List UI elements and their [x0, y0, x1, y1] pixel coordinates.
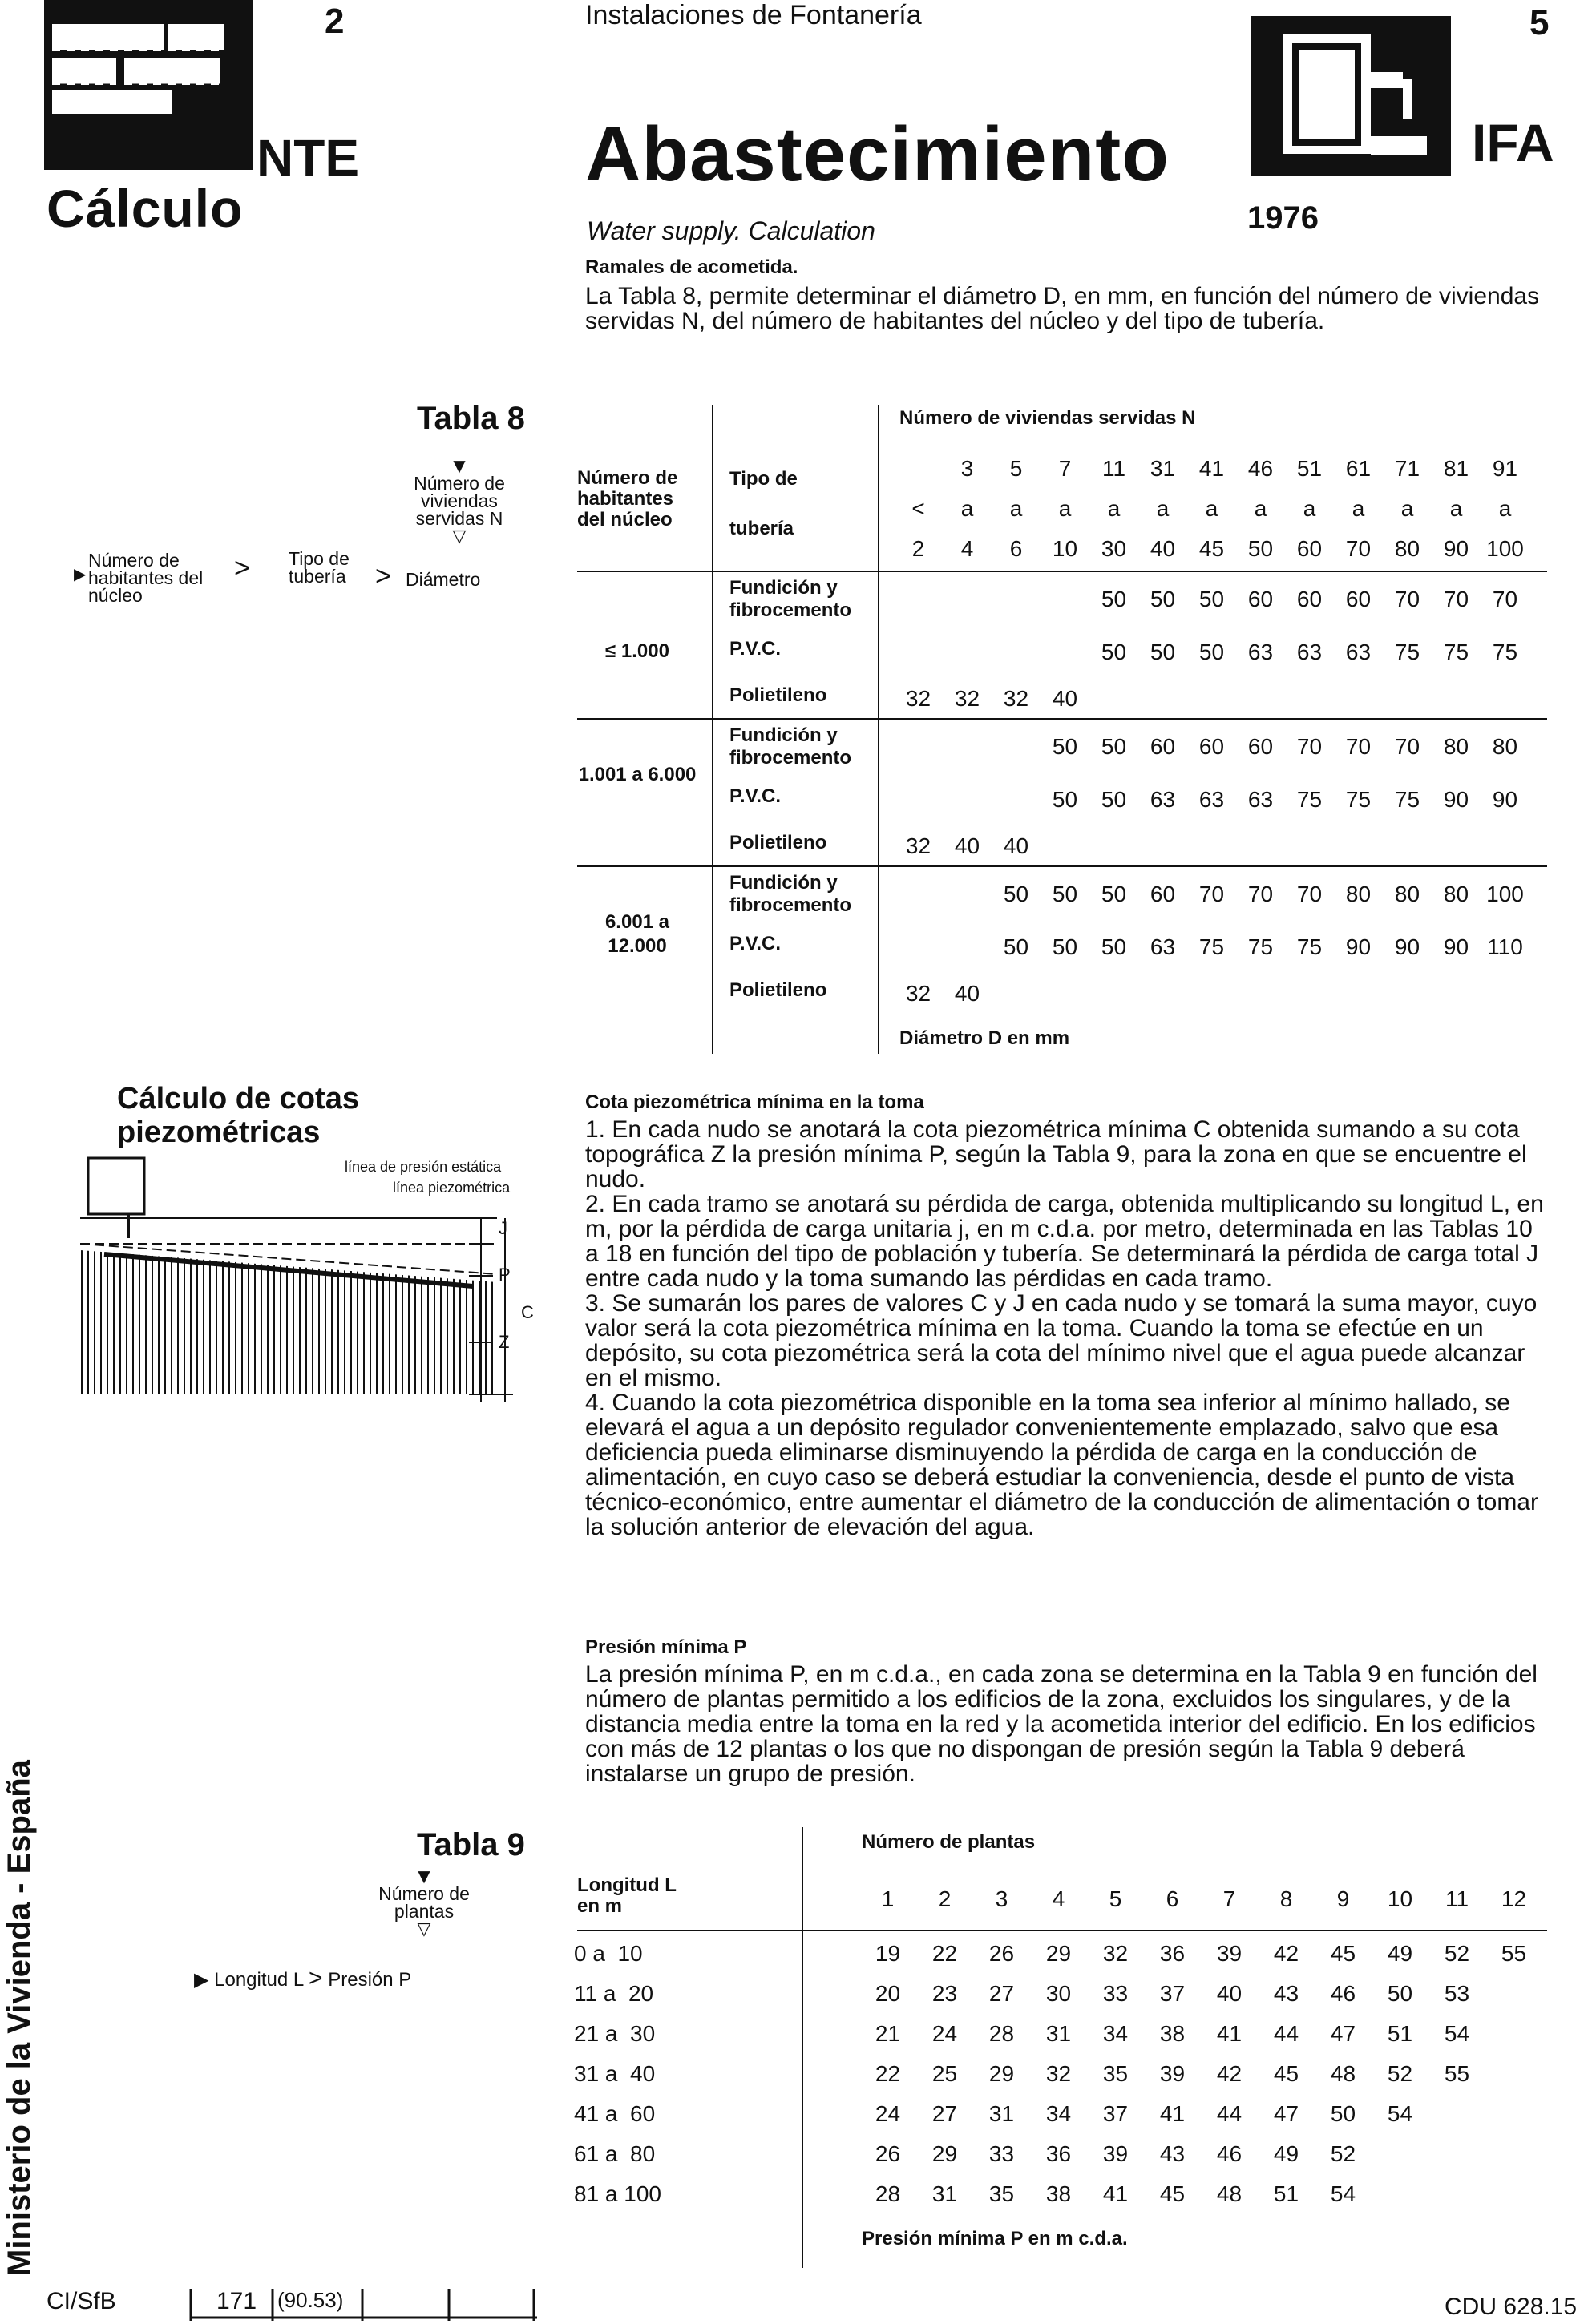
- tabla9-cell: 27: [931, 2101, 958, 2126]
- tabla9-cell: 21: [875, 2021, 901, 2046]
- tabla8-cell: 63: [1296, 640, 1323, 664]
- tabla8-cell: 40: [1003, 833, 1029, 858]
- tabla8-cell: 32: [905, 833, 931, 858]
- tabla8-cell: 50: [1101, 587, 1127, 611]
- tabla8-cell: 70: [1198, 882, 1225, 906]
- tabla9-cell: 30: [1045, 1981, 1072, 2006]
- tabla8-tipo: P.V.C.: [729, 933, 782, 954]
- tabla8-tipo: Fundición y fibrocemento: [729, 577, 852, 621]
- tabla9-cell: 38: [1045, 2181, 1072, 2206]
- tabla8-cell: 50: [1052, 787, 1078, 812]
- tabla9-flow-top-text: Número de plantas: [378, 1883, 470, 1922]
- tabla9-cell: 32: [1045, 2061, 1072, 2086]
- cota-toma-p4: 4. Cuando la cota piezométrica disponible en la toma sea inferior al mínimo hallado, se elevará el agua a un depósito regulador convenientemente emplazado, salvo que esa deficiencia pueda eliminarse disminuyendo la pérdida de carga en la conducción de alimentación, en cuyo caso se deberá estudiar la conveniencia, desde el punto de vista técnico-económico, entre aumentar el diámetro de la conducción de alimentación o tomar la solución anterior de elevación del agua.: [585, 1390, 1538, 1540]
- tabla9-cell: 33: [988, 2141, 1015, 2166]
- tabla9-cell: 22: [931, 1941, 958, 1966]
- tabla9-cell: 44: [1273, 2021, 1299, 2046]
- tabla9-cell: 31: [1045, 2021, 1072, 2046]
- ministry-label: Ministerio de la Vivienda - España: [2, 1760, 37, 2276]
- tabla8-cell: 60: [1198, 734, 1225, 759]
- label-estatica: línea de presión estática: [345, 1159, 502, 1175]
- tabla9-longitud: 61 a 80: [574, 2141, 656, 2166]
- tabla8-cell: 75: [1443, 640, 1469, 664]
- tabla8-header-cell: 11: [1101, 456, 1126, 481]
- tabla8-cell: 60: [1150, 734, 1176, 759]
- tabla8-cell: 63: [1247, 640, 1274, 664]
- tabla9-cell: 26: [875, 2141, 901, 2166]
- tabla8-tipo: Fundición y fibrocemento: [729, 872, 852, 916]
- tabla8-header-cell: 80: [1394, 536, 1420, 561]
- tabla9-cell: 39: [1216, 1941, 1243, 1966]
- cota-toma-heading: Cota piezométrica mínima en la toma: [585, 1091, 924, 1113]
- tabla8-cell: 70: [1247, 882, 1274, 906]
- tabla8-header-cell: 60: [1296, 536, 1323, 561]
- tabla8-cell: 40: [1052, 686, 1078, 711]
- tabla8-header-cell: a: [1058, 496, 1072, 521]
- tabla8-cell: 90: [1443, 787, 1469, 812]
- tabla8-tipo: Polietileno: [729, 832, 827, 853]
- tabla9-header-cell: 7: [1222, 1886, 1236, 1911]
- series-label: NTE: [257, 129, 359, 187]
- tabla8-label: Tabla 8: [417, 401, 525, 436]
- tabla9-cell: 45: [1159, 2181, 1186, 2206]
- tabla8-header-cell: 7: [1058, 456, 1072, 481]
- tabla9-cell: 31: [931, 2181, 958, 2206]
- page-number-right: 5: [1529, 3, 1550, 42]
- tabla8-header-cell: 71: [1394, 456, 1420, 481]
- tabla8-header-cell: 81: [1443, 456, 1469, 481]
- tabla9-header-cell: 8: [1279, 1886, 1293, 1911]
- tabla8-header-cell: 31: [1150, 456, 1176, 481]
- tabla8-tipo: Polietileno: [729, 684, 827, 706]
- tabla9-cell: 49: [1273, 2141, 1299, 2166]
- tabla8-cell: 80: [1492, 734, 1518, 759]
- tabla9-cell: 54: [1330, 2181, 1356, 2206]
- tabla9-cell: 42: [1273, 1941, 1299, 1966]
- tabla8-header-cell: a: [1254, 496, 1267, 521]
- tabla9-cell: 34: [1102, 2021, 1129, 2046]
- publication-year: 1976: [1247, 200, 1319, 236]
- tabla9-cell: 44: [1216, 2101, 1243, 2126]
- tabla8-header-cell: 4: [960, 536, 974, 561]
- tabla8-cell: 75: [1345, 787, 1372, 812]
- arrow-right-icon: ▶: [74, 566, 87, 583]
- tabla8-cell: 32: [1003, 686, 1029, 711]
- tabla8-flow-top: [399, 454, 519, 546]
- tabla9-cell: 37: [1102, 2101, 1129, 2126]
- tabla9-longitud: 41 a 60: [574, 2101, 656, 2126]
- tabla8-col-group: Número de viviendas servidas N: [899, 407, 1196, 429]
- tabla9-cell: 46: [1216, 2141, 1243, 2166]
- presion-text: La presión mínima P, en m c.d.a., en cada zona se determina en la Tabla 9 en función del número de plantas permitido a los edificios de la zona, excluidos los singulares, y de la distancia media entre la toma en la red y la acometida interior del edificio. En los edificios con más de 12 plantas o los que no dispongan de presión según la Tabla 9 deberá instalarse un grupo de presión.: [585, 1661, 1538, 1787]
- tabla8-header-cell: 30: [1101, 536, 1127, 561]
- tabla8-cell: 50: [1150, 640, 1176, 664]
- tabla9-cell: 28: [875, 2181, 901, 2206]
- tabla9-cell: 45: [1330, 1941, 1356, 1966]
- tabla8-header-cell: 46: [1247, 456, 1274, 481]
- tabla9-cell: 53: [1444, 1981, 1470, 2006]
- tabla8-cell: 75: [1394, 640, 1420, 664]
- tabla8-cell: 90: [1394, 934, 1420, 959]
- tabla8-header-numbers: [894, 449, 1529, 569]
- tabla8-cell: 50: [1150, 587, 1176, 611]
- tabla8-cell: 80: [1443, 882, 1469, 906]
- ramales-heading: Ramales de acometida.: [585, 256, 798, 278]
- cota-toma-p3: 3. Se sumarán los pares de valores C y J en cada nudo y se tomará la suma mayor, cuyo valor será la cota piezométrica mínima en la toma. Cuando la toma se efectúe en un depósito, su cota piezométrica será la cota del mínimo nivel que el agua puede alcanzar en el mismo.: [585, 1290, 1538, 1391]
- tabla9-header-cell: 6: [1166, 1886, 1179, 1911]
- tabla8-cell: 70: [1443, 587, 1469, 611]
- tabla9-cell: 38: [1159, 2021, 1186, 2046]
- tabla8-cell: 70: [1394, 587, 1420, 611]
- tabla9-header-cell: 11: [1445, 1886, 1469, 1911]
- tabla9-cell: 48: [1216, 2181, 1243, 2206]
- tabla9-cell: 32: [1102, 1941, 1129, 1966]
- tabla9-cell: 41: [1216, 2021, 1243, 2046]
- tabla9-cell: 33: [1102, 1981, 1129, 2006]
- tabla9-cell: 23: [931, 1981, 958, 2006]
- tabla8-header-cell: 51: [1296, 456, 1323, 481]
- label-z: Z: [499, 1332, 510, 1352]
- tabla9-cell: 47: [1273, 2101, 1299, 2126]
- tabla8-cell: 80: [1394, 882, 1420, 906]
- tabla8-cell: 90: [1345, 934, 1372, 959]
- tabla8-cell: 50: [1198, 640, 1225, 664]
- tabla9-header-cell: 3: [995, 1886, 1008, 1911]
- cisfb-box2: (90.53): [277, 2288, 344, 2312]
- tabla8-flow-a: ▶ Número de habitantes del núcleo: [74, 550, 204, 606]
- tabla8-header-cell: 10: [1052, 536, 1078, 561]
- tabla9-cell: 36: [1159, 1941, 1186, 1966]
- tabla9-cell: 26: [988, 1941, 1015, 1966]
- tabla8-cell: 40: [954, 981, 980, 1006]
- tabla9-longitud: 81 a 100: [574, 2181, 661, 2206]
- tabla8-header-cell: 50: [1247, 536, 1274, 561]
- tabla9-cell: 47: [1330, 2021, 1356, 2046]
- tabla9-cell: 41: [1102, 2181, 1129, 2206]
- tabla9-cell: 43: [1159, 2141, 1186, 2166]
- tabla9-cell: 28: [988, 2021, 1015, 2046]
- arrow-down-icon: ▼: [414, 1864, 434, 1888]
- tabla9-cell: 52: [1444, 1941, 1470, 1966]
- tabla9-cell: 36: [1045, 2141, 1072, 2166]
- tabla8-cell: 70: [1345, 734, 1372, 759]
- tabla9-cell: 43: [1273, 1981, 1299, 2006]
- tabla8-header-cell: a: [1156, 496, 1170, 521]
- tabla8-cell: 50: [1101, 934, 1127, 959]
- tabla8-header-cell: a: [1205, 496, 1218, 521]
- tabla9-cell: 41: [1159, 2101, 1186, 2126]
- tabla8-cell: 63: [1247, 787, 1274, 812]
- tabla9-cell: 51: [1387, 2021, 1413, 2046]
- tabla9-cell: 50: [1330, 2101, 1356, 2126]
- tabla8-tipo: P.V.C.: [729, 785, 782, 807]
- arrow-down-icon: ▽: [417, 1919, 431, 1939]
- page-number-left: 2: [325, 2, 345, 41]
- tabla9-cell: 39: [1159, 2061, 1186, 2086]
- arrow-down-icon: ▼: [449, 454, 470, 478]
- label-c: C: [521, 1302, 534, 1322]
- tabla9-header-cell: 9: [1336, 1886, 1350, 1911]
- tabla8-header-cell: a: [1498, 496, 1512, 521]
- tabla9-head-long: Longitud L en m: [577, 1874, 677, 1917]
- tabla8-cell: 50: [1003, 934, 1029, 959]
- tabla8-habitantes: 6.001 a 12.000: [604, 911, 670, 957]
- tabla8-footer: Diámetro D en mm: [899, 1027, 1070, 1049]
- tabla9-cell: 49: [1387, 1941, 1413, 1966]
- presion-heading: Presión mínima P: [585, 1636, 747, 1658]
- tabla8-habitantes: ≤ 1.000: [605, 640, 669, 662]
- section-title: Cálculo: [46, 179, 244, 238]
- tabla9-flow-top: [364, 1864, 484, 1939]
- tabla8-cell: 63: [1150, 934, 1176, 959]
- page-subtitle: Water supply. Calculation: [587, 216, 875, 245]
- tabla8-tipo: Fundición y fibrocemento: [729, 724, 852, 769]
- tabla8-cell: 75: [1394, 787, 1420, 812]
- tabla9-cell: 29: [1045, 1941, 1072, 1966]
- arrow-right-icon: ▶: [194, 1969, 209, 1991]
- tabla9-label: Tabla 9: [417, 1827, 525, 1862]
- tabla8-cell: 32: [905, 686, 931, 711]
- arrow-right-icon: >: [309, 1965, 323, 1991]
- tabla9-cell: 25: [931, 2061, 958, 2086]
- tabla8-cell: 50: [1198, 587, 1225, 611]
- tabla8-header-cell: 2: [911, 536, 925, 561]
- tabla9-cell: 55: [1444, 2061, 1470, 2086]
- tabla8-cell: 32: [954, 686, 980, 711]
- label-j: J: [499, 1218, 507, 1238]
- tabla8-header-cell: 5: [1009, 456, 1023, 481]
- tabla8-cell: 63: [1345, 640, 1372, 664]
- tabla8-cell: 50: [1101, 787, 1127, 812]
- tabla8-header-cell: 90: [1443, 536, 1469, 561]
- tabla9-cell: 45: [1273, 2061, 1299, 2086]
- tabla9-cell: 40: [1216, 1981, 1243, 2006]
- tabla8-cell: 70: [1394, 734, 1420, 759]
- tabla9-header-cell: 4: [1052, 1886, 1065, 1911]
- tabla9-cell: 55: [1501, 1941, 1527, 1966]
- tabla9-cell: 42: [1216, 2061, 1243, 2086]
- tabla9-cell: 51: [1273, 2181, 1299, 2206]
- tabla8-header-cell: 70: [1345, 536, 1372, 561]
- tabla8-cell: 60: [1296, 587, 1323, 611]
- tabla9-header-cell: 2: [938, 1886, 952, 1911]
- tabla9-longitud: 0 a 10: [574, 1941, 643, 1966]
- label-p: P: [499, 1265, 511, 1285]
- tabla9-header-numbers: [859, 1879, 1542, 1919]
- tabla8-cell: 50: [1052, 882, 1078, 906]
- tabla8-flow-top-text: Número de viviendas servidas N: [414, 473, 505, 529]
- cisfb-label: CI/SfB: [46, 2288, 116, 2314]
- arrow-right-icon: >: [234, 553, 250, 583]
- tabla8-header-cell: 41: [1198, 456, 1225, 481]
- tabla8-cell: 100: [1486, 882, 1524, 906]
- tabla8-cell: 75: [1492, 640, 1518, 664]
- tabla8-header-cell: 45: [1198, 536, 1225, 561]
- tabla8-header-cell: a: [1009, 496, 1023, 521]
- tabla8-header-cell: 61: [1345, 456, 1372, 481]
- tabla9-header-cell: 5: [1109, 1886, 1122, 1911]
- category-title: Instalaciones de Fontanería: [585, 0, 922, 30]
- tabla8-cell: 60: [1247, 587, 1274, 611]
- tabla8-cell: 50: [1052, 734, 1078, 759]
- tabla9-col-group: Número de plantas: [862, 1831, 1036, 1853]
- tabla8-cell: 50: [1052, 934, 1078, 959]
- tabla9-flow-a: ▶ Longitud L > Presión P: [194, 1965, 412, 1991]
- tabla8-cell: 63: [1150, 787, 1176, 812]
- tabla8-cell: 75: [1296, 934, 1323, 959]
- tabla8-head-tipo: Tipo de: [729, 468, 798, 490]
- tabla9-cell: 22: [875, 2061, 901, 2086]
- tabla8-cell: 110: [1487, 934, 1523, 959]
- tabla9-cell: 29: [988, 2061, 1015, 2086]
- cota-toma-p2: 2. En cada tramo se anotará su pérdida de carga, obtenida multiplicando su longitud L, en m, por la pérdida de carga unitaria j, en m c.d.a. por metro, determinada en las Tablas 10 a 18 en función del tipo de población y tubería. Se determinará la pérdida de carga total J entre cada nudo y la toma sumando las pérdidas en cada tramo.: [585, 1191, 1544, 1292]
- tabla9-header-cell: 10: [1387, 1886, 1413, 1911]
- tabla8-flow-b: Tipo de tubería: [289, 548, 350, 587]
- tabla8-tipo: P.V.C.: [729, 638, 782, 660]
- tabla9-cell: 29: [931, 2141, 958, 2166]
- tabla8-cell: 40: [954, 833, 980, 858]
- tabla9-cell: 19: [875, 1941, 901, 1966]
- tabla9-cell: 31: [988, 2101, 1015, 2126]
- tabla9-cell: 24: [931, 2021, 958, 2046]
- tabla8-cell: 50: [1101, 640, 1127, 664]
- tabla8-habitantes: 1.001 a 6.000: [578, 764, 697, 785]
- arrow-right-icon: >: [375, 561, 391, 591]
- tabla9-header-cell: 1: [881, 1886, 895, 1911]
- tabla9-header-cell: 12: [1501, 1886, 1527, 1911]
- cotas-heading: Cálculo de cotas piezométricas: [117, 1082, 359, 1149]
- tabla9-cell: 39: [1102, 2141, 1129, 2166]
- tabla8-cell: 80: [1345, 882, 1372, 906]
- tabla8-cell: 70: [1296, 734, 1323, 759]
- page-title: Abastecimiento: [585, 111, 1170, 197]
- tabla8-header-cell: a: [1352, 496, 1365, 521]
- faucet-icon: [1251, 16, 1451, 176]
- arrow-down-icon: ▽: [452, 526, 467, 546]
- tabla8-head-hab: Número de habitantes del núcleo: [577, 467, 678, 531]
- tabla9-cell: 52: [1387, 2061, 1413, 2086]
- tabla9-cell: 24: [875, 2101, 901, 2126]
- tabla9-cell: 46: [1330, 1981, 1356, 2006]
- tabla9-cell: 37: [1159, 1981, 1186, 2006]
- document-code: IFA: [1472, 113, 1554, 172]
- nte-logo: [44, 0, 253, 170]
- tabla9-longitud: 21 a 30: [574, 2021, 656, 2046]
- tabla8-cell: 50: [1101, 734, 1127, 759]
- tabla8-header-cell: a: [1449, 496, 1463, 521]
- tabla8-cell: 75: [1247, 934, 1274, 959]
- tabla8-header-cell: 6: [1009, 536, 1023, 561]
- tabla8-header-cell: 91: [1492, 456, 1518, 481]
- tabla9-cell: 50: [1387, 1981, 1413, 2006]
- tabla8-cell: 50: [1003, 882, 1029, 906]
- tabla8-header-cell: 100: [1486, 536, 1524, 561]
- tabla9-cell: 48: [1330, 2061, 1356, 2086]
- cota-toma-section: [585, 1091, 1547, 1539]
- tabla9-cell: 20: [875, 1981, 901, 2006]
- tabla8-cell: 70: [1492, 587, 1518, 611]
- tabla8-header-cell: a: [960, 496, 974, 521]
- tabla9-cell: 54: [1387, 2101, 1413, 2126]
- cisfb-box1: 171: [216, 2288, 257, 2314]
- tabla9-longitud: 31 a 40: [574, 2061, 656, 2086]
- tabla8-flow-c: Diámetro: [406, 569, 481, 590]
- tabla8-header-cell: [894, 449, 943, 489]
- cdu-code: CDU 628.15: [1445, 2294, 1578, 2320]
- tabla9-cell: 35: [988, 2181, 1015, 2206]
- tabla8-cell: 75: [1296, 787, 1323, 812]
- tabla8-header-cell: 3: [960, 456, 974, 481]
- tabla8-cell: 90: [1492, 787, 1518, 812]
- tabla9-cell: 27: [988, 1981, 1015, 2006]
- tabla8-cell: 60: [1150, 882, 1176, 906]
- tabla9-longitud: 11 a 20: [574, 1981, 654, 2006]
- tabla8-cell: 50: [1101, 882, 1127, 906]
- tabla8-cell: 60: [1247, 734, 1274, 759]
- tabla9-cell: 52: [1330, 2141, 1356, 2166]
- tabla9-cell: 35: [1102, 2061, 1129, 2086]
- label-piezometrica: línea piezométrica: [393, 1180, 511, 1196]
- tabla8-cell: 60: [1345, 587, 1372, 611]
- cota-toma-p1: 1. En cada nudo se anotará la cota piezométrica mínima C obtenida sumando a su cota topográfica Z la presión mínima P, según la Tabla 9, para la zona en que se encuentre el nudo.: [585, 1116, 1527, 1192]
- tabla8-header-cell: 40: [1150, 536, 1176, 561]
- tabla9-cell: 54: [1444, 2021, 1470, 2046]
- tabla9-footer: Presión mínima P en m c.d.a.: [862, 2228, 1128, 2249]
- tabla8-head-tipo2: tubería: [729, 518, 794, 539]
- tabla9-cell: 34: [1045, 2101, 1072, 2126]
- ramales-text: La Tabla 8, permite determinar el diámetro D, en mm, en función del número de viviendas servidas N, del número de habitantes del núcleo y del tipo de tubería.: [585, 283, 1540, 334]
- tabla8-cell: 90: [1443, 934, 1469, 959]
- tabla8-header-cell: a: [1107, 496, 1121, 521]
- tabla8-cell: 80: [1443, 734, 1469, 759]
- tabla8-header-cell: a: [1303, 496, 1316, 521]
- tabla8-header-cell: <: [911, 496, 925, 521]
- tabla8-cell: 70: [1296, 882, 1323, 906]
- tabla8-header-cell: a: [1400, 496, 1414, 521]
- tabla8-cell: 32: [905, 981, 931, 1006]
- tabla8-cell: 75: [1198, 934, 1225, 959]
- tabla8-tipo: Polietileno: [729, 979, 827, 1001]
- tabla8-cell: 63: [1198, 787, 1225, 812]
- presion-section: [585, 1636, 1547, 1786]
